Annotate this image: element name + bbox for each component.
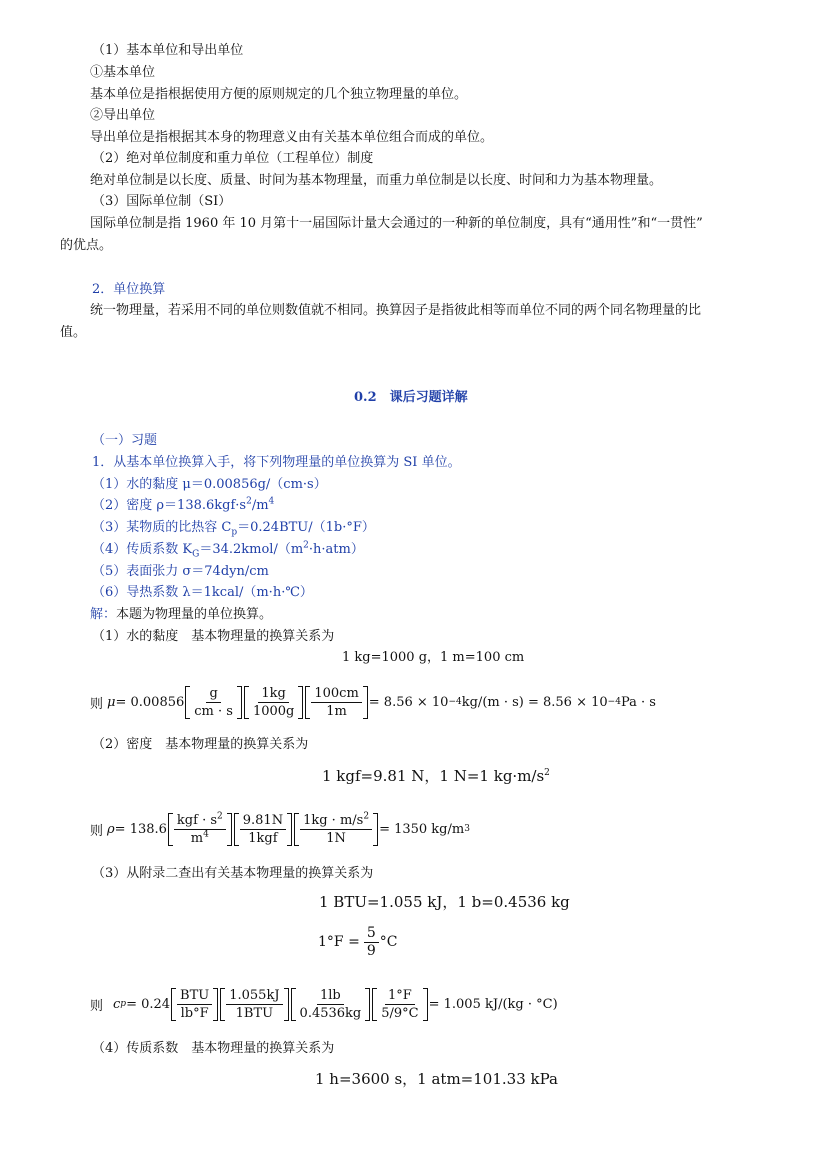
text-si-def-cont: 的优点。 (60, 238, 113, 253)
heading-unit-conversion: 2．单位换算 (92, 282, 166, 297)
equation-density: 则 ρ = 138.6 kgf · $s^2$ $m^4$ 9.81N 1kgf $1kg \cdot m/s^2$ 1N = 1350 kg/m 3 (90, 811, 470, 846)
text-derived-unit-def: 导出单位是指根据其本身的物理意义由有关基本单位组合而成的单位。 (90, 130, 494, 145)
solution-3-relation: 1 BTU=1.055 kJ，1 b=0.4536 kg (319, 893, 570, 911)
subheading-base-derived-units: （1）基本单位和导出单位 (92, 43, 244, 58)
section-title: 0.2 课后习题详解 (354, 390, 468, 405)
solution-1-title: （1）水的黏度 基本物理量的换算关系为 (92, 629, 335, 644)
exercise-item-3: （3）某物质的比热容 $C_p=0.24BTU/(1b\cdot^\circ F)$ (92, 520, 375, 538)
subheading-si: （3）国际单位制（SI） (92, 194, 232, 209)
text-base-unit-def: 基本单位是指根据使用方便的原则规定的几个独立物理量的单位。 (90, 87, 468, 102)
question-1: 1．从基本单位换算入手，将下列物理量的单位换算为 SI 单位。 (92, 455, 461, 470)
exercise-item-1: （1）水的黏度 μ＝0.00856g/（cm·s） (92, 477, 327, 492)
item-derived-unit: ②导出单位 (90, 108, 156, 123)
solution-1-relation: 1 kg=1000 g，1 m=100 cm (342, 650, 525, 665)
solution-4-relation: 1 h=3600 s，1 atm=101.33 kPa (315, 1070, 558, 1088)
solution-2-title: （2）密度 基本物理量的换算关系为 (92, 737, 309, 752)
exercise-item-2: （2）密度 $\rho=138.6kgf\cdot s^2/m^4$ (92, 496, 275, 513)
exercise-item-6: （6）导热系数 λ＝1kcal/（m·h·℃） (92, 585, 313, 600)
solution-intro: 解：本题为物理量的单位换算。 (90, 607, 273, 622)
solution-2-relation: 1 kgf=9.81 N，1 N=1 $kg\cdot m/s^2$ (322, 767, 550, 785)
exercise-item-5: （5）表面张力 σ＝74dyn/cm (92, 564, 269, 579)
subheading-unit-systems: （2）绝对单位制度和重力单位（工程单位）制度 (92, 151, 374, 166)
solution-3-temp-relation: 1°F = $\frac{5}{9}$ °C (318, 924, 398, 959)
exercises-label: （一）习题 (92, 433, 158, 448)
solution-4-title: （4）传质系数 基本物理量的换算关系为 (92, 1041, 335, 1056)
equation-heat-capacity: 则 c p = 0.24 BTU lb°F 1.055kJ 1BTU 1lb 0.4536kg 1°F 5/9°C = 1.005 kJ/(kg · °C) (90, 987, 558, 1021)
item-base-unit: ①基本单位 (90, 65, 156, 80)
solution-3-title: （3）从附录二查出有关基本物理量的换算关系为 (92, 866, 374, 881)
text-unit-systems: 绝对单位制是以长度、质量、时间为基本物理量，而重力单位制是以长度、时间和力为基本物理量。 (90, 173, 663, 188)
text-conversion-p2: 值。 (60, 325, 87, 340)
exercise-item-4: （4）传质系数 $K_G=34.2kmol/(m^2\cdot h\cdot atm)$ (92, 540, 364, 560)
text-si-def: 国际单位制是指 1960 年 10 月第十一届国际计量大会通过的一种新的单位制度，具有“通用性”和“一贯性” (90, 216, 703, 231)
equation-viscosity: 则 μ = 0.00856 g cm · s 1kg 1000g 100cm 1m = 8.56 × 10 −4 kg/(m · s) = 8.56 × 10 −4 Pa · s (90, 685, 656, 719)
text-conversion-p1: 统一物理量，若采用不同的单位则数值就不相同。换算因子是指彼此相等而单位不同的两个同名物理量的比 (90, 303, 702, 318)
